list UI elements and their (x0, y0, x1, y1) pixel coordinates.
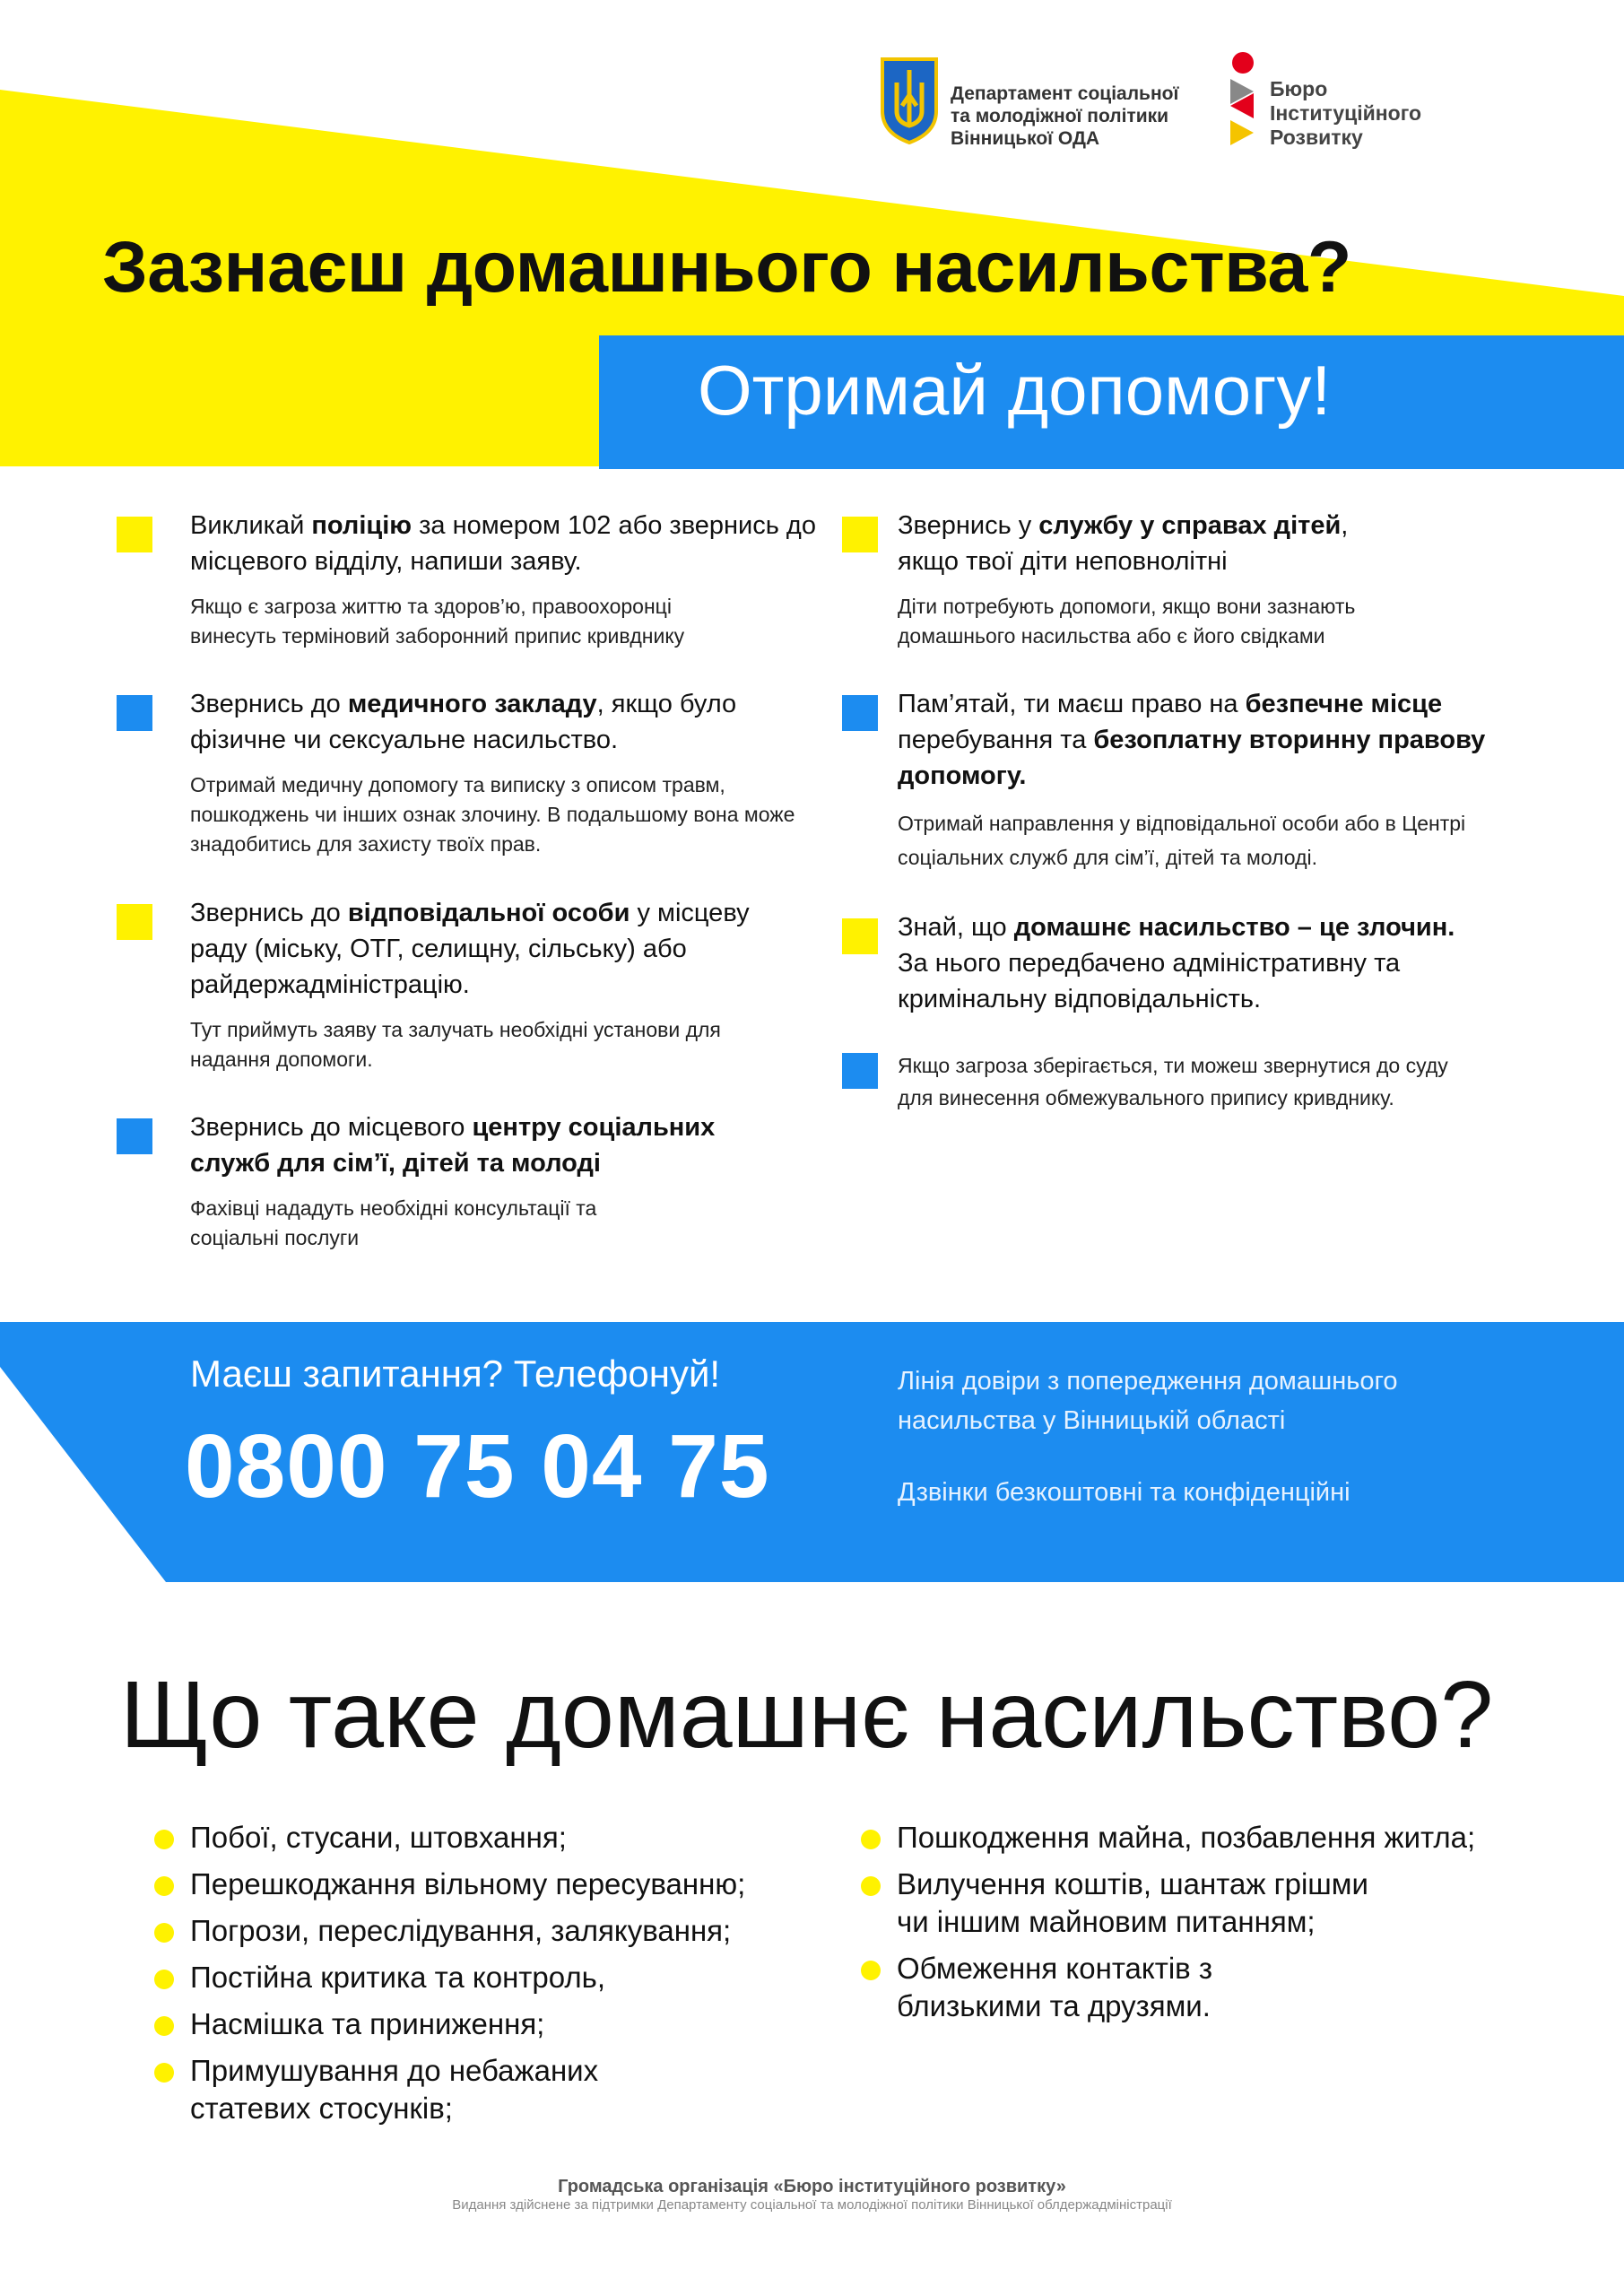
item-note: Отримай направлення у відповідальної особи або в Центрі соціальних служб для сім’ї, дітей та молоді. (898, 812, 1466, 869)
definition-title: Що таке домашнє насильство? (120, 1662, 1494, 1768)
hotline-free-note: Дзвінки безкоштовні та конфіденційні (898, 1478, 1350, 1507)
yellow-square-marker (842, 517, 878, 552)
item-note: Отримай медичну допомогу та виписку з описом травм, пошкоджень чи інших ознак злочину. В подальшому вона може знадобитись для захисту твоїх прав. (190, 773, 795, 856)
bullet-dot (861, 1830, 881, 1849)
item-court (898, 1049, 1525, 1114)
bullet-dot (154, 1830, 174, 1849)
coat-of-arms-logo (879, 56, 940, 149)
definition-list-right (859, 1819, 1505, 2034)
hotline-number[interactable]: 0800 75 04 75 (185, 1416, 770, 1517)
hotline-description: Лінія довіри з попередження домашнього насильства у Вінницькій області (898, 1367, 1398, 1435)
bureau-name: Бюро Інституційного Розвитку (1270, 77, 1422, 149)
item-note: Діти потребують допомоги, якщо вони зазнають домашнього насильства або є його свідками (898, 595, 1356, 648)
item-responsible-person (190, 895, 800, 1074)
list-item: Постійна критика та контроль, (152, 1959, 798, 1996)
item-heading: Знай, що домашнє насильство – це злочин. За нього передбачено адміністративну та кримінальну відповідальність. (898, 913, 1455, 1013)
blue-square-marker (842, 695, 878, 731)
bullet-dot (154, 2016, 174, 2036)
list-item: Обмеження контактів з близькими та друзями. (859, 1950, 1309, 2025)
bullet-dot (154, 1876, 174, 1896)
list-item: Побої, стусани, штовхання; (152, 1819, 798, 1857)
list-item: Насмішка та приниження; (152, 2005, 798, 2043)
sub-title: Отримай допомогу! (698, 351, 1332, 430)
list-item: Вилучення коштів, шантаж грішми чи іншим майновим питанням; (859, 1866, 1399, 1941)
yellow-square-marker (117, 517, 152, 552)
yellow-square-marker (117, 904, 152, 940)
item-heading: Звернись у службу у справах дітей, якщо твої діти неповнолітні (898, 511, 1349, 576)
blue-square-marker (117, 695, 152, 731)
item-heading: Звернись до відповідальної особи у місцеву раду (міську, ОТГ, селищну, сільську) або райдержадміністрацію. (190, 899, 750, 999)
footer-organization: Громадська організація «Бюро інституційного розвитку» (558, 2177, 1066, 2196)
department-name: Департамент соціальної та молодіжної політики Вінницької ОДА (951, 83, 1179, 149)
bullet-dot (154, 1970, 174, 1989)
item-heading: Звернись до медичного закладу, якщо було фізичне чи сексуальне насильство. (190, 690, 737, 754)
item-note: Фахівці нададуть необхідні консультації та соціальні послуги (190, 1196, 597, 1249)
list-item: Примушування до небажаних статевих стосунків; (152, 2052, 656, 2127)
item-note: Якщо є загроза життю та здоров’ю, правоохоронці винесуть терміновий заборонний припис кривднику (190, 595, 685, 648)
list-item: Погрози, переслідування, залякування; (152, 1912, 798, 1950)
main-title: Зазнаєш домашнього насильства? (102, 227, 1351, 308)
item-medical (190, 686, 800, 859)
blue-square-marker (117, 1118, 152, 1154)
list-item: Перешкоджання вільному пересуванню; (152, 1866, 798, 1903)
bureau-logo (1227, 52, 1263, 154)
blue-square-marker (842, 1053, 878, 1089)
item-heading: Пам’ятай, ти маєш право на безпечне місце перебування та безоплатну вторинну правову допомогу. (898, 690, 1486, 790)
item-child-services (898, 508, 1525, 651)
yellow-square-marker (842, 918, 878, 954)
item-police (190, 508, 818, 651)
item-heading: Викликай поліцію за номером 102 або звернись до місцевого відділу, напиши заяву. (190, 511, 816, 576)
item-rights (898, 686, 1525, 874)
bullet-dot (154, 1923, 174, 1943)
hotline-question: Маєш запитання? Телефонуй! (190, 1352, 721, 1395)
footer-note: Видання здійснене за підтримки Департаменту соціальної та молодіжної політики Вінницької облдержадміністрації (452, 2197, 1172, 2213)
bullet-dot (154, 2063, 174, 2083)
definition-list-left (152, 1819, 798, 2136)
list-item: Пошкодження майна, позбавлення житла; (859, 1819, 1505, 1857)
item-crime (898, 909, 1525, 1017)
bullet-dot (861, 1876, 881, 1896)
item-heading: Звернись до місцевого центру соціальних служб для сім’ї, дітей та молоді (190, 1113, 716, 1178)
item-note: Якщо загроза зберігається, ти можеш звернутися до суду для винесення обмежувального припису кривднику. (898, 1054, 1448, 1109)
item-note: Тут приймуть заяву та залучать необхідні установи для надання допомоги. (190, 1018, 721, 1071)
item-social-services (190, 1109, 800, 1253)
bullet-dot (861, 1961, 881, 1980)
